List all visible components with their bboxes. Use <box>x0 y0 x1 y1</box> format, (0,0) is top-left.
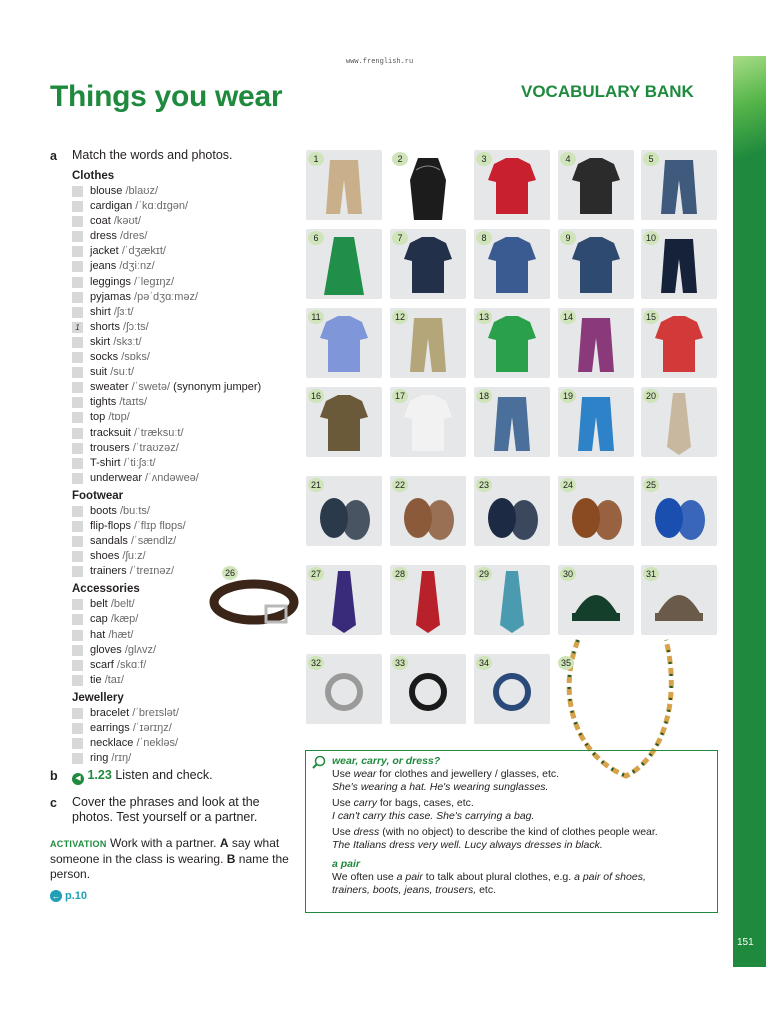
word-item <box>72 275 302 290</box>
word-item <box>72 658 302 673</box>
magnifier-icon <box>312 755 326 769</box>
photo-34[interactable] <box>474 654 550 724</box>
list-heading: Jewellery <box>72 691 124 704</box>
word: ring <box>90 752 109 765</box>
phonetic: /ʃuːz/ <box>122 550 146 563</box>
word: tie <box>90 673 102 686</box>
phonetic: /kæp/ <box>110 613 139 626</box>
word-item <box>72 244 302 259</box>
answer-box[interactable] <box>72 708 83 719</box>
word: tights <box>90 396 117 409</box>
photo-33[interactable] <box>390 654 466 724</box>
answer-box[interactable] <box>72 428 83 439</box>
word: bracelet <box>90 706 130 719</box>
word-item <box>72 456 302 471</box>
photo-number: 7 <box>392 231 408 245</box>
word-item <box>72 214 302 229</box>
word-item <box>72 751 302 766</box>
phonetic: /ˈtreɪnəz/ <box>129 565 175 578</box>
answer-box[interactable] <box>72 521 83 532</box>
word: earrings <box>90 722 130 734</box>
photo-number: 17 <box>392 389 408 403</box>
photo-22[interactable] <box>390 476 466 546</box>
photo-number: 1 <box>308 152 324 166</box>
phonetic: /belt/ <box>110 598 135 611</box>
answer-box[interactable] <box>72 397 83 408</box>
phonetic: /buːts/ <box>119 504 150 517</box>
phonetic: /ˈɪərɪŋz/ <box>132 722 172 734</box>
photo-27[interactable] <box>306 565 382 635</box>
photo-number: 32 <box>308 656 324 670</box>
answer-box[interactable] <box>72 630 83 641</box>
word: underwear <box>90 471 142 484</box>
photo-3[interactable] <box>474 150 550 220</box>
phonetic: /hæt/ <box>108 628 134 641</box>
word: cardigan <box>90 200 133 213</box>
photo-number: 27 <box>308 567 324 581</box>
phonetic: /ˈnekləs/ <box>136 737 179 750</box>
phonetic: /sɒks/ <box>121 351 150 364</box>
photo-11[interactable] <box>306 308 382 378</box>
answer-box[interactable] <box>72 367 83 378</box>
page-reference-link[interactable]: ← p.10 <box>51 890 88 902</box>
photo-number: 20 <box>643 389 659 403</box>
pair-text: We often use a pair to talk about plural clothes, e.g. a pair of shoes, trainers, boots, jeans, trousers, etc. <box>332 871 646 896</box>
page-number: 151 <box>737 937 754 948</box>
track-number: 1.23 <box>87 768 112 782</box>
word-item <box>72 229 302 244</box>
word: gloves <box>90 643 122 656</box>
word: top <box>90 411 106 424</box>
exercise-a-letter: a <box>50 149 57 163</box>
word: belt <box>90 598 108 611</box>
list-heading: Accessories <box>72 583 140 596</box>
word-item <box>72 441 302 456</box>
photo-number: 11 <box>308 310 324 324</box>
word-item <box>72 426 302 441</box>
phonetic: /rɪŋ/ <box>111 752 132 765</box>
word: T-shirt <box>90 456 121 469</box>
phonetic: /taɪts/ <box>119 396 148 409</box>
answer-box[interactable] <box>72 675 83 686</box>
answer-box[interactable] <box>72 261 83 272</box>
section-tag: VOCABULARY BANK <box>521 82 694 101</box>
exercise-a-instruction: Match the words and photos. <box>72 148 233 162</box>
word: shorts <box>90 320 120 333</box>
phonetic: /kəʊt/ <box>113 215 141 228</box>
word: skirt <box>90 335 111 348</box>
phonetic: /suːt/ <box>110 366 135 379</box>
word: coat <box>90 215 111 228</box>
photo-17[interactable] <box>390 387 466 457</box>
photo-31[interactable] <box>641 565 717 635</box>
phonetic: /skɜːt/ <box>113 335 142 348</box>
answer-box[interactable] <box>72 551 83 562</box>
tip-line: Use wear for clothes and jewellery / glasses, etc. She's wearing a hat. He's wearing sunglasses. <box>332 768 560 793</box>
phonetic: /ˈʌndəweə/ <box>145 471 199 484</box>
tip-line: Use carry for bags, cases, etc. I can't carry this case. She's carrying a bag. <box>332 797 535 822</box>
photo-number: 18 <box>476 389 492 403</box>
word: dress <box>90 230 117 243</box>
answer-box[interactable] <box>72 246 83 257</box>
answer-box[interactable] <box>72 201 83 212</box>
photo-29[interactable] <box>474 565 550 635</box>
photo-30[interactable] <box>558 565 634 635</box>
word-item <box>72 673 302 688</box>
photo-number: 28 <box>392 567 408 581</box>
tip-box <box>305 750 718 913</box>
answer-box[interactable] <box>72 337 83 348</box>
answer-box[interactable] <box>72 614 83 625</box>
answer-box[interactable] <box>72 186 83 197</box>
answer-box[interactable] <box>72 231 83 242</box>
word: suit <box>90 366 108 379</box>
answer-box[interactable] <box>72 536 83 547</box>
word: pyjamas <box>90 290 131 303</box>
photo-number: 24 <box>560 478 576 492</box>
photo-28[interactable] <box>390 565 466 635</box>
photo-19[interactable] <box>558 387 634 457</box>
photo-number: 16 <box>308 389 324 403</box>
word: shoes <box>90 550 120 563</box>
photo-13[interactable] <box>474 308 550 378</box>
word-item <box>72 410 302 425</box>
photo-number: 10 <box>643 231 659 245</box>
photo-number: 29 <box>476 567 492 581</box>
photo-number: 31 <box>643 567 659 581</box>
exercise-b-text: Listen and check. <box>115 768 213 782</box>
photo-number: 6 <box>308 231 324 245</box>
phonetic: /taɪ/ <box>104 673 124 686</box>
photo-5[interactable] <box>641 150 717 220</box>
word-item <box>72 504 302 519</box>
answer-box[interactable] <box>72 473 83 484</box>
answer-box[interactable] <box>72 645 83 656</box>
page-title: Things you wear <box>50 80 283 113</box>
pair-title: a pair <box>332 858 361 870</box>
tip-line: Use dress (with no object) to describe the kind of clothes people wear. The Italians dress very well. Lucy always dresses in black. <box>332 826 658 851</box>
word: jacket <box>90 245 119 258</box>
photo-6[interactable] <box>306 229 382 299</box>
word: flip-flops <box>90 519 131 532</box>
side-band <box>733 56 766 967</box>
photo-number: 22 <box>392 478 408 492</box>
word-item <box>72 395 302 410</box>
photo-number: 30 <box>560 567 576 581</box>
answer-box[interactable] <box>72 599 83 610</box>
photo-number: 35 <box>558 656 574 670</box>
photo-number: 9 <box>560 231 576 245</box>
answer-box[interactable] <box>72 660 83 671</box>
word-item <box>72 721 302 736</box>
synonym-note: (synonym jumper) <box>173 381 262 394</box>
photo-18[interactable] <box>474 387 550 457</box>
photo-15[interactable] <box>641 308 717 378</box>
phonetic: /ɡlʌvz/ <box>124 643 157 656</box>
photo-2[interactable] <box>390 150 466 220</box>
answer-box[interactable]: 1 <box>72 322 83 333</box>
photo-number: 34 <box>476 656 492 670</box>
phonetic: /ˈbreɪslət/ <box>132 706 179 719</box>
photo-12[interactable] <box>390 308 466 378</box>
word: leggings <box>90 275 131 288</box>
photo-number: 4 <box>560 152 576 166</box>
photo-14[interactable] <box>558 308 634 378</box>
photo-10[interactable] <box>641 229 717 299</box>
photo-9[interactable] <box>558 229 634 299</box>
word-item <box>72 471 302 486</box>
photo-number: 3 <box>476 152 492 166</box>
word-item <box>72 549 302 564</box>
photo-number: 8 <box>476 231 492 245</box>
photo-23[interactable] <box>474 476 550 546</box>
word-item <box>72 534 302 549</box>
word: socks <box>90 351 119 364</box>
word-item <box>72 184 302 199</box>
photo-number: 2 <box>392 152 408 166</box>
photo-number: 14 <box>560 310 576 324</box>
word: blouse <box>90 185 123 197</box>
tip-title: wear, carry, or dress? <box>332 755 441 767</box>
word: boots <box>90 504 117 517</box>
photo-7[interactable] <box>390 229 466 299</box>
phonetic: /ˈkɑːdɪɡən/ <box>135 200 189 213</box>
word: tracksuit <box>90 426 131 439</box>
arrow-back-icon: ← <box>51 891 61 901</box>
photo-24[interactable] <box>558 476 634 546</box>
phonetic: /ʃɜːt/ <box>113 305 134 318</box>
word: sweater <box>90 381 129 394</box>
answer-box[interactable] <box>72 307 83 318</box>
word-item <box>72 350 302 365</box>
list-heading: Clothes <box>72 170 115 182</box>
answer-box[interactable] <box>72 292 83 303</box>
phonetic: /ˈdʒækɪt/ <box>121 245 166 258</box>
answer-box[interactable] <box>72 352 83 363</box>
photo-8[interactable] <box>474 229 550 299</box>
phonetic: /blaʊz/ <box>125 185 159 197</box>
photo-21[interactable] <box>306 476 382 546</box>
photo-number: 13 <box>476 310 492 324</box>
word-item <box>72 706 302 721</box>
photo-26[interactable] <box>208 566 300 636</box>
exercise-b <box>72 768 213 785</box>
exercise-b-letter: b <box>50 769 58 783</box>
word-item <box>72 305 302 320</box>
phonetic: /ˈswetə/ <box>131 381 171 394</box>
word-item <box>72 290 302 305</box>
word-item <box>72 380 302 395</box>
watermark: www.frenglish.ru <box>346 58 414 66</box>
word-list <box>72 166 302 766</box>
answer-box[interactable] <box>72 277 83 288</box>
exercise-c: Cover the phrases and look at the photos. Test yourself or a partner. <box>72 795 260 824</box>
photo-25[interactable] <box>641 476 717 546</box>
audio-icon[interactable]: ◀ <box>72 773 84 785</box>
photo-number: 26 <box>222 566 238 580</box>
belt-icon <box>208 566 300 636</box>
photo-number: 25 <box>643 478 659 492</box>
photo-number: 12 <box>392 310 408 324</box>
answer-box[interactable] <box>72 412 83 423</box>
answer-box[interactable] <box>72 382 83 393</box>
word-item <box>72 199 302 214</box>
word: scarf <box>90 658 114 671</box>
photo-20[interactable] <box>641 387 717 457</box>
photo-number: 19 <box>560 389 576 403</box>
answer-box[interactable] <box>72 506 83 517</box>
word: trousers <box>90 441 130 454</box>
answer-box[interactable] <box>72 753 83 764</box>
phonetic: /tɒp/ <box>108 411 130 424</box>
phonetic: /ˈsændlz/ <box>130 535 177 548</box>
photo-4[interactable] <box>558 150 634 220</box>
word: cap <box>90 613 108 626</box>
word-item <box>72 365 302 380</box>
word-item <box>72 736 302 751</box>
word-item <box>72 335 302 350</box>
photo-number: 5 <box>643 152 659 166</box>
answer-box[interactable] <box>72 458 83 469</box>
word: hat <box>90 628 106 641</box>
word-item <box>72 320 302 335</box>
word: necklace <box>90 737 134 750</box>
photo-1[interactable] <box>306 150 382 220</box>
word: sandals <box>90 535 128 548</box>
phonetic: /dʒiːnz/ <box>119 260 155 273</box>
activation: ACTIVATION Work with a partner. A say what someone in the class is wearing. B name the person. <box>50 836 289 881</box>
photo-number: 23 <box>476 478 492 492</box>
phonetic: /ʃɔːts/ <box>123 320 149 333</box>
phonetic: /pəˈdʒɑːməz/ <box>134 290 199 303</box>
phonetic: /ˈflɪp flɒps/ <box>134 519 186 532</box>
answer-box[interactable] <box>72 723 83 734</box>
word-item <box>72 643 302 658</box>
word-item <box>72 519 302 534</box>
photo-32[interactable] <box>306 654 382 724</box>
phonetic: /skɑːf/ <box>116 658 147 671</box>
phonetic: /ˈleɡɪŋz/ <box>134 275 175 288</box>
phonetic: /ˈtiːʃɜːt/ <box>123 456 156 469</box>
phonetic: /ˈtraʊzəz/ <box>132 441 179 454</box>
activation-label: ACTIVATION <box>50 839 107 849</box>
answer-box[interactable] <box>72 566 83 577</box>
word-item <box>72 259 302 274</box>
exercise-c-letter: c <box>50 796 57 810</box>
photo-number: 15 <box>643 310 659 324</box>
word: trainers <box>90 565 127 578</box>
photo-16[interactable] <box>306 387 382 457</box>
phonetic: /dres/ <box>119 230 148 243</box>
answer-box[interactable] <box>72 216 83 227</box>
phonetic: /ˈtræksuːt/ <box>134 426 184 439</box>
list-heading: Footwear <box>72 489 124 502</box>
photo-number: 33 <box>392 656 408 670</box>
word: shirt <box>90 305 111 318</box>
photo-number: 21 <box>308 478 324 492</box>
answer-box[interactable] <box>72 738 83 749</box>
word: jeans <box>90 260 117 273</box>
answer-box[interactable] <box>72 443 83 454</box>
